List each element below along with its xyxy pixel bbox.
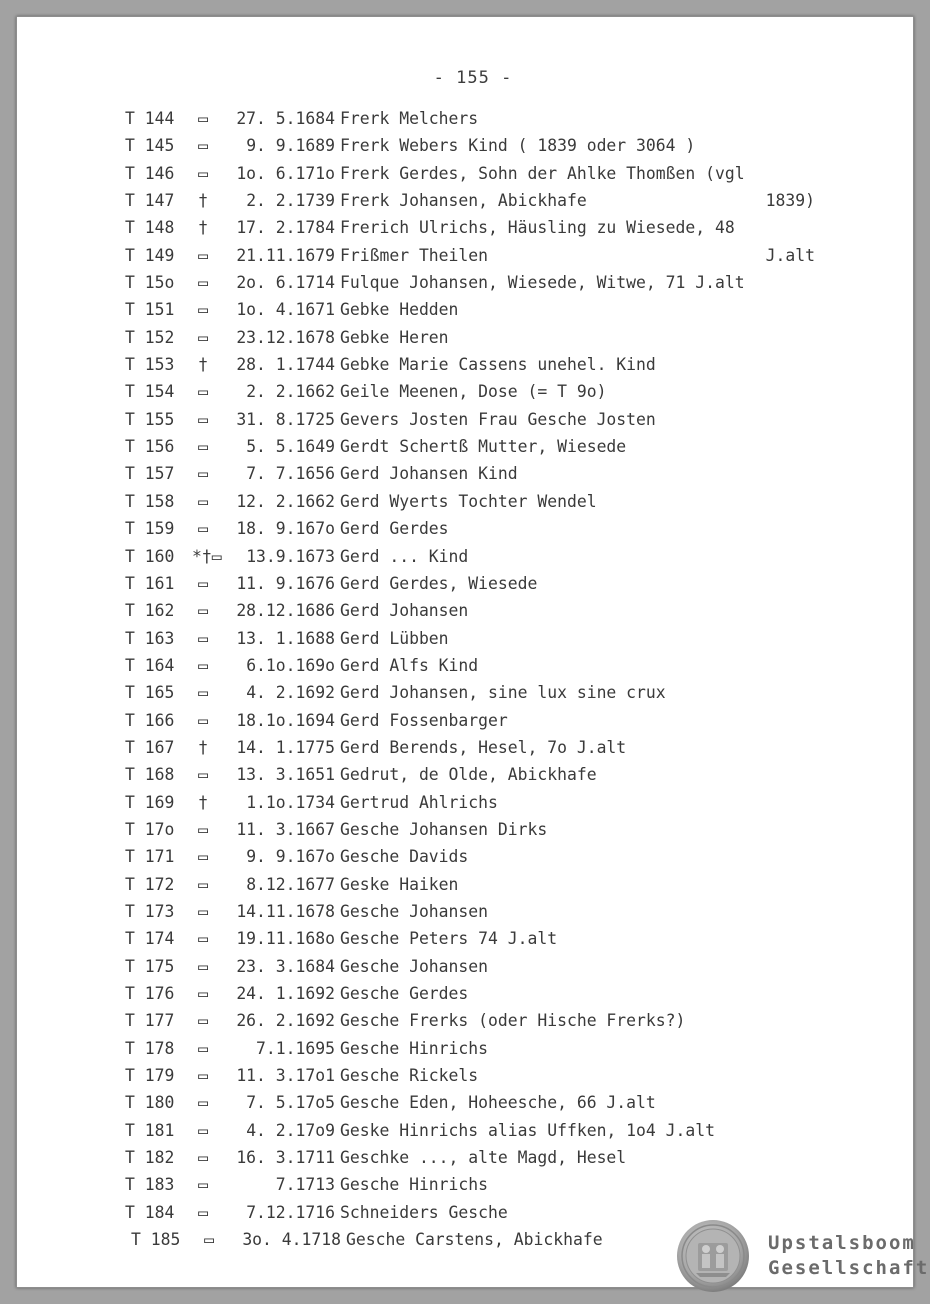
entry-id: T 152 [125,327,175,347]
entry-symbol: ▭ [198,655,208,675]
entry-row [125,105,815,132]
entry-row [125,515,815,542]
entry-date: 28.12.1686 [236,601,335,621]
entry-id: T 17o [125,819,175,839]
entry-symbol: ▭ [198,409,208,429]
entry-symbol: † [198,191,208,211]
entry-id: T 161 [125,573,175,593]
entry-row [125,214,815,241]
entry-symbol: ▭ [198,273,208,293]
entry-id: T 146 [125,163,175,183]
entry-date: 7. 5.17o5 [246,1093,335,1113]
entry-text: Gebke Hedden [340,300,459,320]
entry-text: Gesche Davids [340,847,469,867]
entry-text: Gesche Gerdes [340,984,469,1003]
entry-symbol: ▭ [198,245,208,265]
entry-row [125,1089,815,1116]
entry-id: T 159 [125,519,175,539]
entry-symbol: † [198,737,208,757]
entry-id: T 177 [125,1011,175,1031]
logo-line-2: Gesellschaft [768,1257,930,1279]
entry-symbol: † [198,355,208,375]
entry-date: 31. 8.1725 [236,409,335,429]
entry-text: Gerd Johansen [340,601,469,621]
entry-date: 7.1713 [275,1175,335,1195]
entry-symbol: ▭ [198,710,208,730]
entry-symbol: ▭ [198,929,208,949]
entry-text: Gesche Johansen [340,956,489,976]
entry-row [125,679,815,706]
entry-id: T 173 [125,901,175,921]
entry-symbol: ▭ [198,1202,208,1222]
entry-text: Frißmer Theilen [340,245,489,265]
entry-symbol: ▭ [198,1148,208,1168]
entry-symbol: ▭ [198,819,208,839]
entry-id: T 160 [125,546,175,566]
entry-text: Gesche Johansen [340,901,489,921]
entry-row [125,132,815,159]
entry-symbol: † [198,792,208,812]
entry-row [125,570,815,597]
entry-date: 7. 7.1656 [246,464,335,484]
entry-row [125,816,815,843]
entry-date: 23.12.1678 [236,327,335,347]
entry-id: T 182 [125,1148,175,1168]
entry-text: Frerk Webers Kind ( 1839 oder 3064 ) [340,136,696,156]
entry-symbol: † [198,218,208,238]
entry-date: 7.1.1695 [256,1038,335,1058]
entry-date: 14.11.1678 [236,901,335,921]
entry-symbol: ▭ [198,984,208,1003]
entry-date: 6.1o.169o [246,655,335,675]
entry-text: Gesche Hinrichs [340,1038,489,1058]
entry-date: 14. 1.1775 [236,737,335,757]
entry-text: Gesche Hinrichs [340,1175,489,1195]
entry-date: 1o. 4.1671 [236,300,335,320]
entry-id: T 180 [125,1093,175,1113]
entry-id: T 153 [125,355,175,375]
entry-row [125,597,815,624]
entry-symbol: ▭ [198,136,208,156]
entry-symbol: ▭ [198,601,208,621]
entry-continuation: J.alt [765,245,815,265]
entry-row [125,296,815,323]
entry-symbol: *†▭ [192,546,222,566]
entry-date: 11. 3.1667 [236,819,335,839]
entry-row [125,980,815,1007]
entry-id: T 158 [125,491,175,511]
entry-text: Gesche Johansen Dirks [340,819,548,839]
entry-date: 12. 2.1662 [236,491,335,511]
entry-text: Gerdt Schertß Mutter, Wiesede [340,437,627,457]
entry-text: Geschke ..., alte Magd, Hesel [340,1148,627,1168]
entry-text: Gesche Peters 74 J.alt [340,929,558,949]
entry-id: T 175 [125,956,175,976]
entry-text: Gedrut, de Olde, Abickhafe [340,765,597,785]
entry-date: 16. 3.1711 [236,1148,335,1168]
entry-symbol: ▭ [198,382,208,402]
entry-text: Gerd Lübben [340,628,449,648]
entry-id: T 185 [131,1230,181,1250]
entry-id: T 166 [125,710,175,730]
entry-date: 18.1o.1694 [236,710,335,730]
entry-date: 11. 3.17o1 [236,1066,335,1086]
entry-text: Gerd Wyerts Tochter Wendel [340,491,597,511]
entry-date: 11. 9.1676 [236,573,335,593]
entry-row [125,625,815,652]
entry-symbol: ▭ [198,956,208,976]
entry-text: Gerd Gerdes [340,519,449,539]
entry-row [125,953,815,980]
entry-id: T 167 [125,737,175,757]
entry-row [125,406,815,433]
entry-date: 27. 5.1684 [236,109,335,128]
entry-row [125,378,815,405]
entry-date: 23. 3.1684 [236,956,335,976]
entry-symbol: ▭ [198,901,208,921]
entry-date: 26. 2.1692 [236,1011,335,1031]
entry-text: Gerd Alfs Kind [340,655,479,675]
entry-date: 2o. 6.1714 [236,273,335,293]
entry-date: 1o. 6.171o [236,163,335,183]
entry-text: Frerk Melchers [340,109,479,128]
entry-id: T 154 [125,382,175,402]
entry-id: T 148 [125,218,175,238]
entry-symbol: ▭ [198,327,208,347]
entry-row [125,707,815,734]
entry-id: T 171 [125,847,175,867]
entry-row [125,871,815,898]
entry-row [125,761,815,788]
entry-id: T 176 [125,984,175,1003]
entry-symbol: ▭ [198,1038,208,1058]
entry-date: 7.12.1716 [246,1202,335,1222]
entry-date: 21.11.1679 [236,245,335,265]
entry-symbol: ▭ [198,109,208,128]
entry-symbol: ▭ [198,1093,208,1113]
entry-date: 17. 2.1784 [236,218,335,238]
entry-id: T 169 [125,792,175,812]
entry-symbol: ▭ [198,1066,208,1086]
entry-row [125,460,815,487]
entry-symbol: ▭ [198,437,208,457]
entry-row [125,1035,815,1062]
entry-text: Frerich Ulrichs, Häusling zu Wiesede, 48 [340,218,735,238]
entry-row [125,789,815,816]
entry-id: T 174 [125,929,175,949]
entry-symbol: ▭ [198,573,208,593]
entry-symbol: ▭ [198,874,208,894]
entry-id: T 151 [125,300,175,320]
society-logo [676,1219,930,1293]
entry-text: Gebke Marie Cassens unehel. Kind [340,355,656,375]
entry-id: T 155 [125,409,175,429]
entry-symbol: ▭ [198,847,208,867]
entry-row [125,351,815,378]
entry-row [125,1144,815,1171]
entry-text: Gebke Heren [340,327,449,347]
entry-row [125,187,815,214]
entry-id: T 144 [125,109,175,128]
entry-text: Fulque Johansen, Wiesede, Witwe, 71 J.alt [340,273,745,293]
entry-text: Gesche Carstens, Abickhafe [346,1230,603,1250]
entry-row [125,269,815,296]
entry-symbol: ▭ [204,1230,214,1250]
entry-date: 5. 5.1649 [246,437,335,457]
entry-text: Gerd Johansen, sine lux sine crux [340,683,666,703]
seal-icon [676,1219,750,1293]
entry-id: T 156 [125,437,175,457]
entry-symbol: ▭ [198,491,208,511]
entry-id: T 181 [125,1120,175,1140]
entry-id: T 15o [125,273,175,293]
entry-date: 19.11.168o [236,929,335,949]
entry-text: Gerd Gerdes, Wiesede [340,573,538,593]
entry-date: 4. 2.17o9 [246,1120,335,1140]
entry-id: T 179 [125,1066,175,1086]
logo-text [768,1231,929,1281]
entry-date: 9. 9.1689 [246,136,335,156]
entry-id: T 157 [125,464,175,484]
entry-text: Gerd Johansen Kind [340,464,518,484]
entry-date: 3o. 4.1718 [242,1230,341,1250]
logo-line-1: Upstalsboom [768,1232,916,1254]
entry-row [125,1007,815,1034]
entry-symbol: ▭ [198,1011,208,1031]
entry-row [125,488,815,515]
entry-date: 9. 9.167o [246,847,335,867]
entry-row [125,734,815,761]
entry-id: T 183 [125,1175,175,1195]
entry-text: Gevers Josten Frau Gesche Josten [340,409,656,429]
entry-symbol: ▭ [198,683,208,703]
entry-continuation: 1839) [765,191,815,211]
entry-row [125,652,815,679]
entry-date: 13. 3.1651 [236,765,335,785]
entry-date: 2. 2.1662 [246,382,335,402]
entry-symbol: ▭ [198,1120,208,1140]
entry-row [125,898,815,925]
entry-text: Geile Meenen, Dose (= T 9o) [340,382,607,402]
entry-text: Frerk Johansen, Abickhafe [340,191,587,211]
entry-date: 4. 2.1692 [246,683,335,703]
entry-text: Gertrud Ahlrichs [340,792,498,812]
entry-row [125,160,815,187]
entry-date: 28. 1.1744 [236,355,335,375]
entry-row [125,324,815,351]
entry-date: 1.1o.1734 [246,792,335,812]
entry-id: T 168 [125,765,175,785]
entry-id: T 149 [125,245,175,265]
entry-symbol: ▭ [198,300,208,320]
entry-id: T 163 [125,628,175,648]
entry-text: Gesche Rickels [340,1066,479,1086]
entry-date: 8.12.1677 [246,874,335,894]
entry-id: T 165 [125,683,175,703]
entry-row [125,543,815,570]
entry-row [125,433,815,460]
entry-symbol: ▭ [198,1175,208,1195]
entry-date: 24. 1.1692 [236,984,335,1003]
entry-text: Gerd ... Kind [340,546,469,566]
entry-text: Gesche Eden, Hoheesche, 66 J.alt [340,1093,656,1113]
page-number: - 155 - [433,68,513,88]
entry-row [125,1062,815,1089]
entry-row [125,1171,815,1198]
entry-row [125,843,815,870]
entry-text: Geske Hinrichs alias Uffken, 1o4 J.alt [340,1120,715,1140]
entry-text: Frerk Gerdes, Sohn der Ahlke Thomßen (vgl [340,163,745,183]
entry-text: Geske Haiken [340,874,459,894]
entry-row [125,1117,815,1144]
entry-date: 13.9.1673 [246,546,335,566]
entry-id: T 147 [125,191,175,211]
entry-symbol: ▭ [198,628,208,648]
entry-id: T 164 [125,655,175,675]
entry-date: 13. 1.1688 [236,628,335,648]
entry-id: T 145 [125,136,175,156]
entry-symbol: ▭ [198,765,208,785]
entry-id: T 162 [125,601,175,621]
entry-row [125,242,815,269]
entry-text: Gerd Berends, Hesel, 7o J.alt [340,737,627,757]
entry-text: Gesche Frerks (oder Hische Frerks?) [340,1011,686,1031]
entry-id: T 178 [125,1038,175,1058]
entry-id: T 184 [125,1202,175,1222]
entry-date: 2. 2.1739 [246,191,335,211]
entry-row [125,925,815,952]
entry-text: Schneiders Gesche [340,1202,508,1222]
entry-text: Gerd Fossenbarger [340,710,508,730]
entry-list [125,105,815,1253]
entry-symbol: ▭ [198,519,208,539]
entry-symbol: ▭ [198,163,208,183]
document-page [16,16,930,1288]
entry-symbol: ▭ [198,464,208,484]
entry-date: 18. 9.167o [236,519,335,539]
entry-id: T 172 [125,874,175,894]
